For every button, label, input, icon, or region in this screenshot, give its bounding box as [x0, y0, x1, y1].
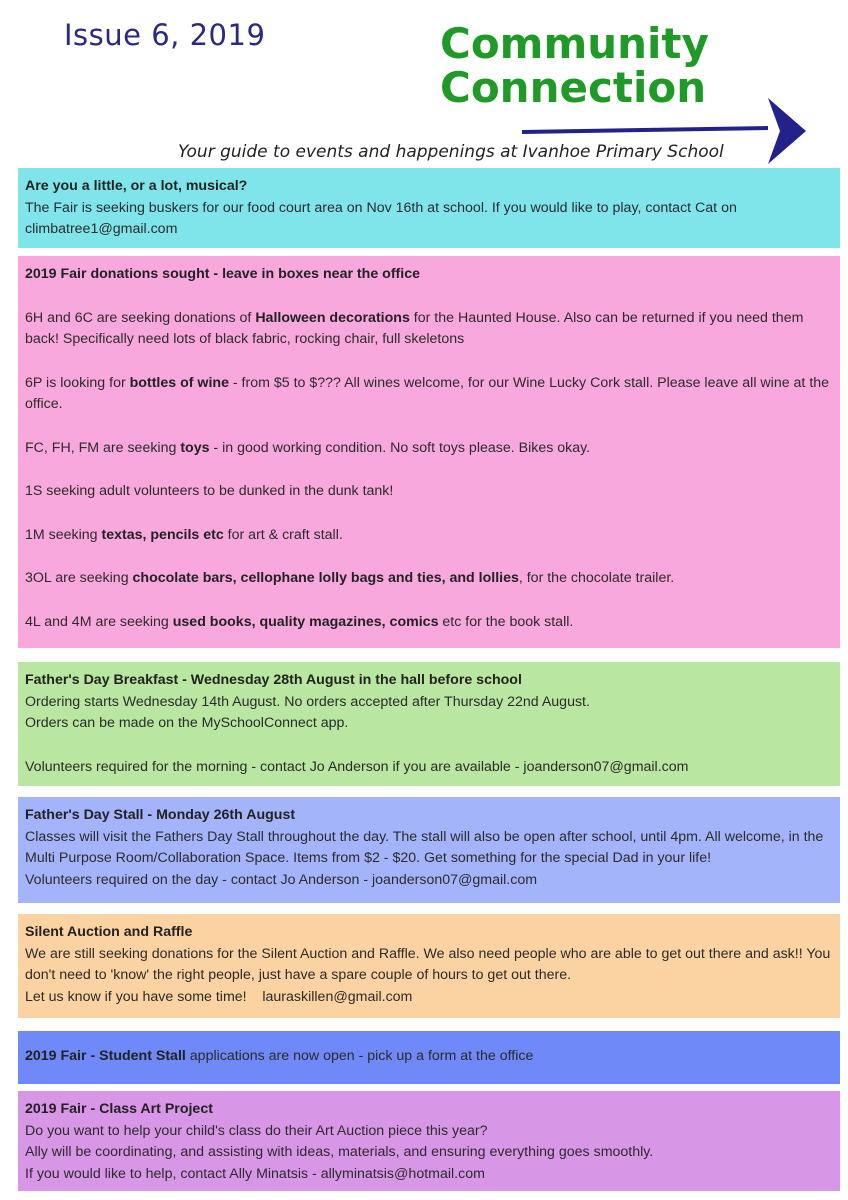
silent-auction-notice — [18, 914, 840, 1018]
student-stall-text: applications are now open - pick up a form at the office — [185, 1048, 534, 1064]
stall-volunteers: Volunteers required on the day - contact Jo Anderson - joanderson07@gmail.com — [25, 871, 538, 888]
issue-label: Issue 6, 2019 — [64, 18, 266, 52]
breakfast-line-2: Orders can be made on the MySchoolConnect app. — [25, 715, 349, 731]
title-line-2: Connection — [440, 63, 707, 112]
donation-item: 1S seeking adult volunteers to be dunked in the dunk tank! — [25, 483, 394, 499]
donation-item: FC, FH, FM are seeking toys - in good working condition. No soft toys please. Bikes okay. — [25, 439, 591, 456]
donations-notice — [18, 256, 840, 648]
class-art-project-notice — [18, 1091, 840, 1191]
art-line-2: Ally will be coordinating, and assisting with ideas, materials, and ensuring everything goes smoothly. — [25, 1144, 654, 1160]
fathers-day-stall-notice — [18, 797, 840, 903]
breakfast-line-3: Volunteers required for the morning - contact Jo Anderson if you are available - joanderson07@gmail.com — [25, 758, 689, 775]
donation-item: 6H and 6C are seeking donations of Halloween decorations for the Haunted House. Also can be returned if you need them back! Specifically need lots of black fabric, rocking chair, full skeletons — [25, 309, 804, 347]
breakfast-heading: Father's Day Breakfast - Wednesday 28th August in the hall before school — [25, 672, 522, 688]
donation-item: 4L and 4M are seeking used books, quality magazines, comics etc for the book stall. — [25, 613, 574, 630]
donation-item: 6P is looking for bottles of wine - from $5 to $??? All wines welcome, for our Wine Lucky Cork stall. Please leave all wine at the office. — [25, 374, 830, 412]
auction-body: We are still seeking donations for the Silent Auction and Raffle. We also need people who are able to get out there and ask!! You don't need to 'know' the right people, just have a spare couple of hours to get out there. — [25, 945, 831, 983]
title-line-1: Community — [440, 19, 709, 68]
stall-body: Classes will visit the Fathers Day Stall throughout the day. The stall will also be open after school, until 4pm. All welcome, in the Multi Purpose Room/Collaboration Space. Items from $2 - $20. Get something for the special Dad in your life! — [25, 828, 824, 866]
donation-item: 1M seeking textas, pencils etc for art & craft stall. — [25, 526, 343, 543]
donations-heading: 2019 Fair donations sought - leave in boxes near the office — [25, 266, 420, 282]
breakfast-line-1: Ordering starts Wednesday 14th August. No orders accepted after Thursday 22nd August. — [25, 693, 590, 710]
student-stall-heading: 2019 Fair - Student Stall — [25, 1048, 186, 1064]
art-line-3: If you would like to help, contact Ally Minatsis - allyminatsis@hotmail.com — [25, 1165, 485, 1182]
musical-heading: Are you a little, or a lot, musical? — [25, 178, 248, 194]
art-line-1: Do you want to help your child's class do their Art Auction piece this year? — [25, 1122, 488, 1139]
art-heading: 2019 Fair - Class Art Project — [25, 1101, 213, 1117]
student-stall-notice — [18, 1031, 840, 1084]
auction-contact: Let us know if you have some time! lauraskillen@gmail.com — [25, 988, 413, 1005]
fathers-day-breakfast-notice — [18, 662, 840, 786]
musical-notice — [18, 168, 840, 248]
tagline: Your guide to events and happenings at Ivanhoe Primary School — [178, 142, 724, 162]
musical-body: The Fair is seeking buskers for our food court area on Nov 16th at school. If you would like to play, contact Cat on climbatree1@gmail.com — [25, 199, 737, 237]
auction-heading: Silent Auction and Raffle — [25, 924, 193, 940]
donation-item: 3OL are seeking chocolate bars, cellophane lolly bags and ties, and lollies, for the chocolate trailer. — [25, 570, 675, 586]
stall-heading: Father's Day Stall - Monday 26th August — [25, 807, 296, 823]
